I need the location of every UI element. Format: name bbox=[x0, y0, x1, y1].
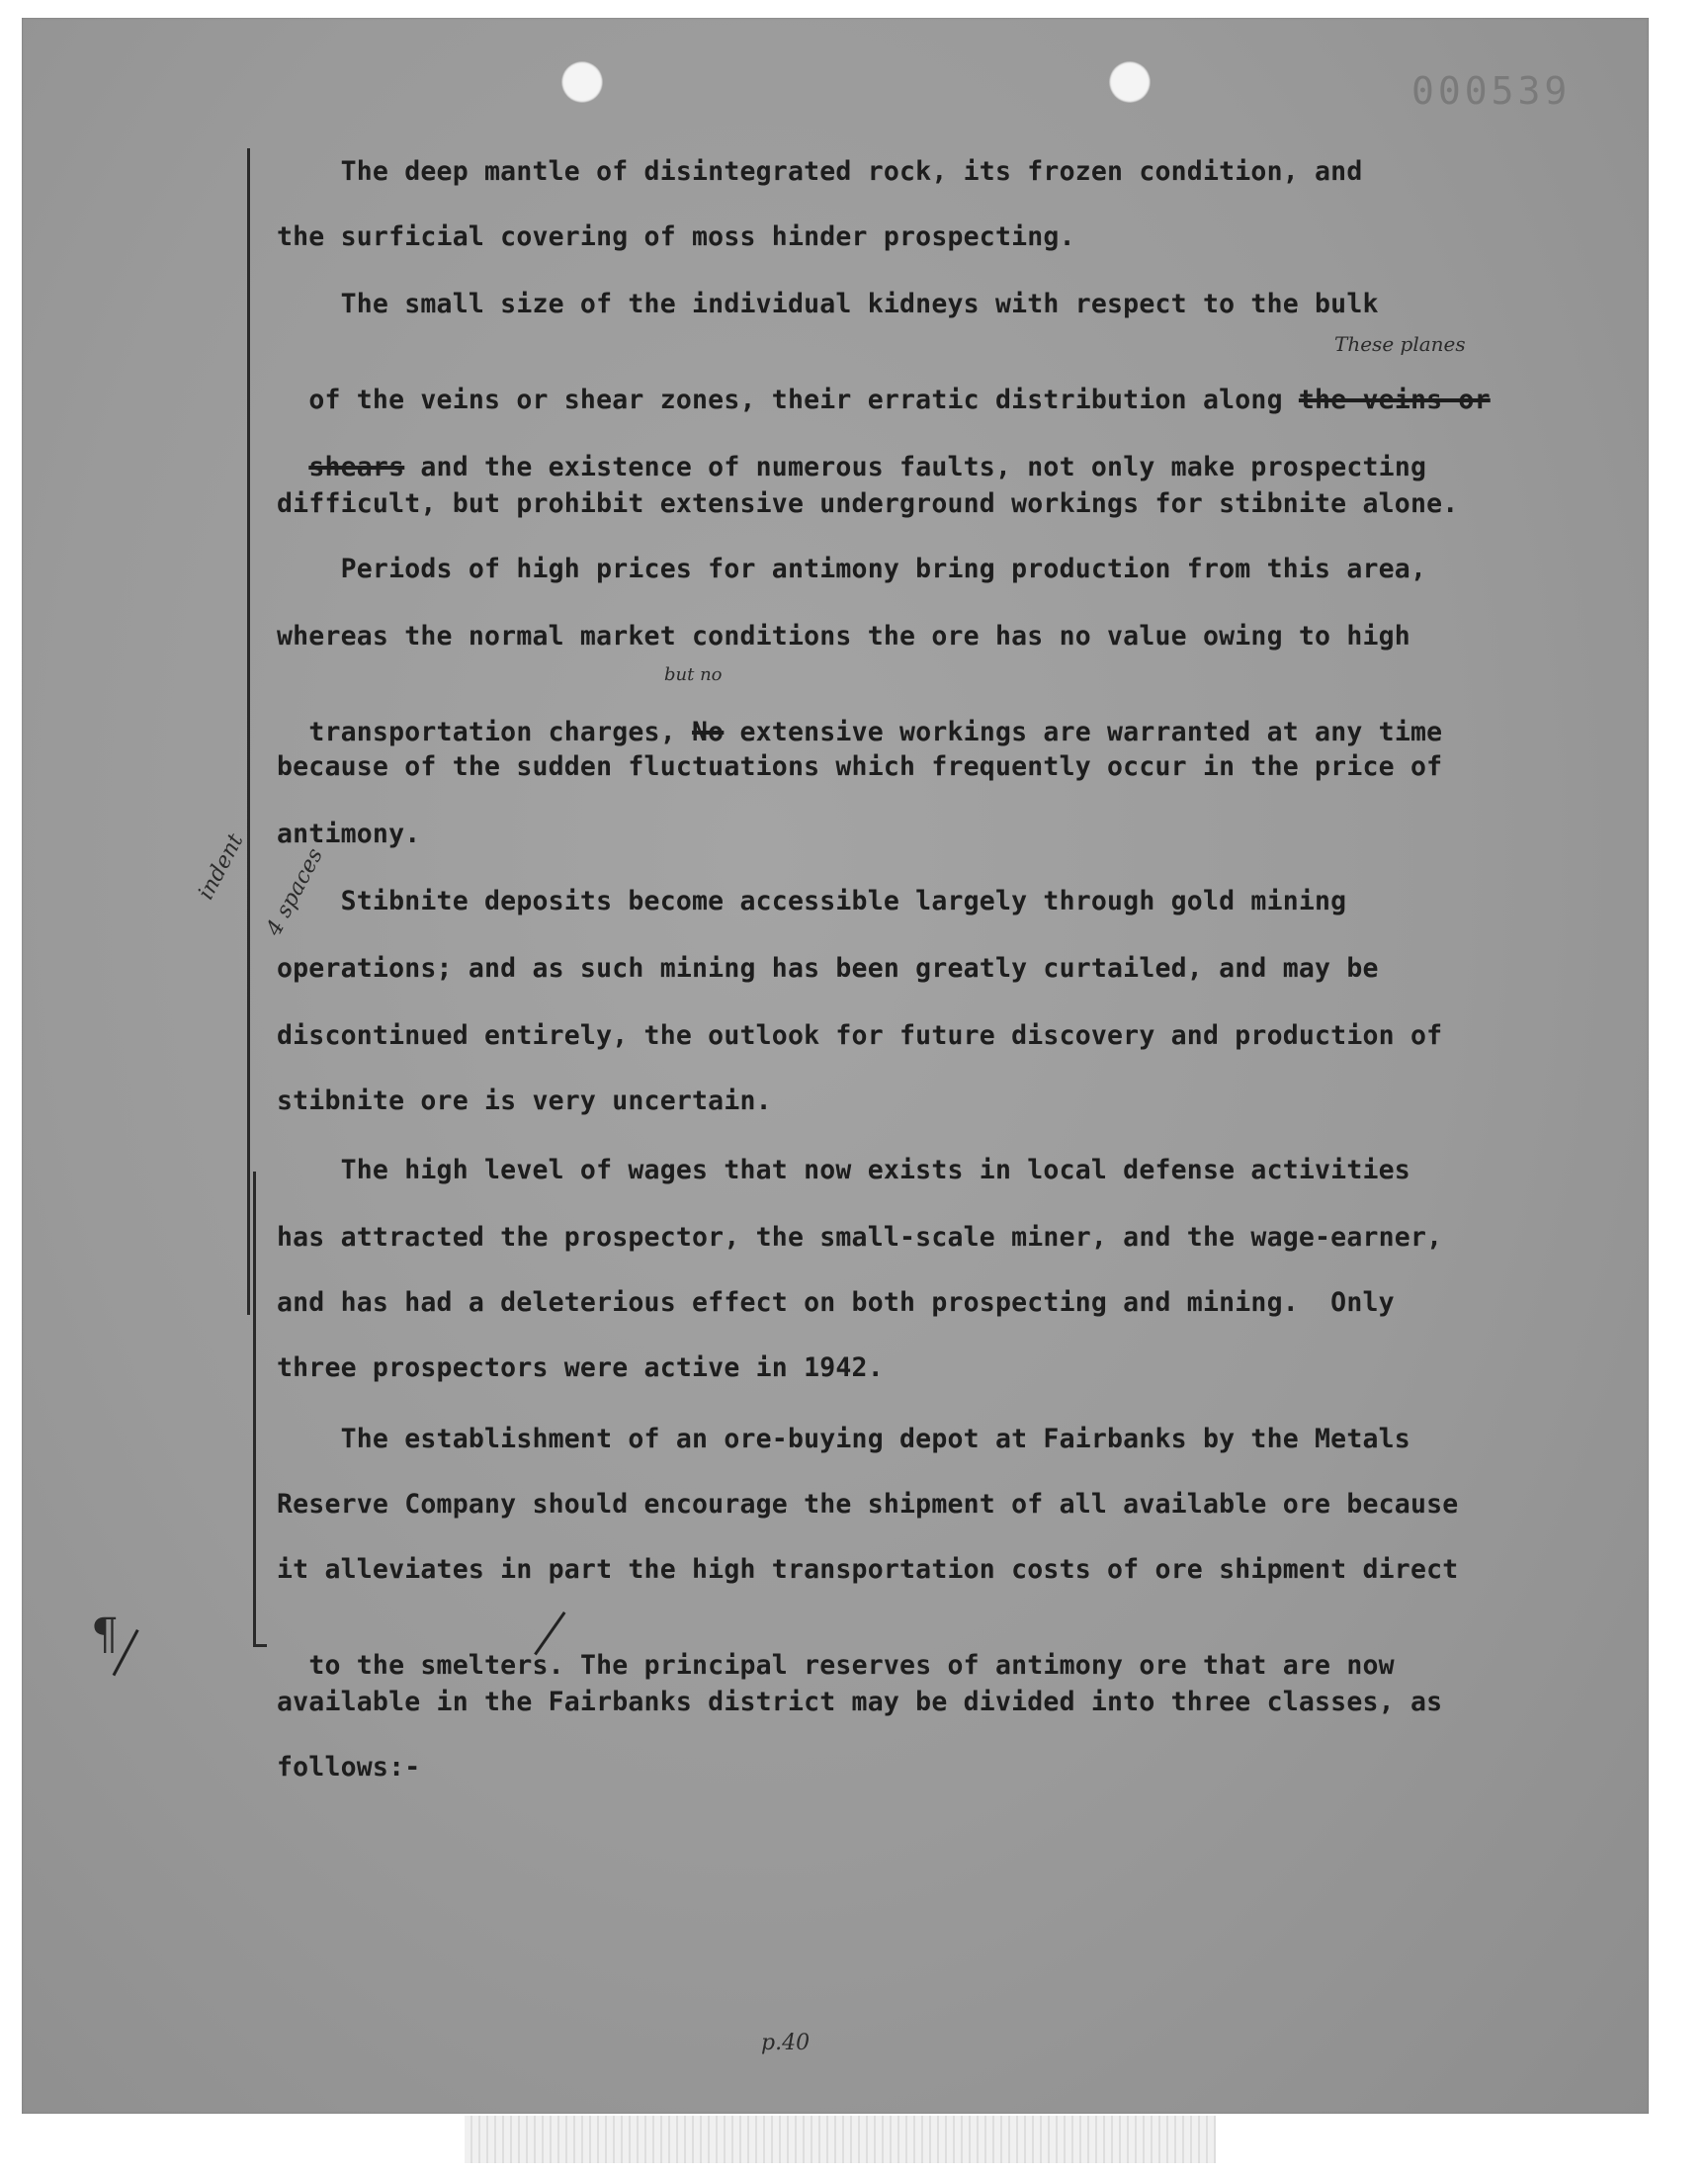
text-line: it alleviates in part the high transportation costs of ore shipment direct bbox=[277, 1554, 1459, 1585]
handwritten-margin-note-line: 4 spaces bbox=[261, 844, 328, 940]
struck-text: No bbox=[692, 717, 725, 747]
text-line: The establishment of an ore-buying depot at Fairbanks by the Metals bbox=[277, 1424, 1410, 1454]
handwritten-paragraph-mark: ¶ bbox=[91, 1610, 119, 1660]
handwritten-margin-note-line: indent bbox=[193, 829, 249, 905]
text-segment: extensive workings are warranted at any time bbox=[724, 717, 1443, 747]
text-line: discontinued entirely, the outlook for future discovery and production of bbox=[277, 1020, 1443, 1051]
text-segment: The principal reserves of antimony ore that are now bbox=[563, 1650, 1395, 1681]
margin-bracket-foot bbox=[253, 1644, 267, 1647]
text-segment: and the existence of numerous faults, not only make prospecting bbox=[404, 452, 1427, 482]
handwritten-insertion-these-planes: These planes bbox=[1334, 332, 1466, 356]
text-line: and has had a deleterious effect on both prospecting and mining. Only bbox=[277, 1287, 1395, 1318]
page-number: p.40 bbox=[761, 2031, 811, 2055]
struck-text: the veins or bbox=[1298, 385, 1491, 415]
text-line: stibnite ore is very uncertain. bbox=[277, 1086, 772, 1116]
text-segment: of the veins or shear zones, their erratic distribution along bbox=[308, 385, 1299, 415]
text-segment: transportation charges, bbox=[308, 717, 693, 747]
text-line bbox=[277, 421, 1426, 482]
text-line bbox=[277, 686, 1442, 747]
text-line: the surficial covering of moss hinder prospecting. bbox=[277, 221, 1075, 252]
document-stamp-number: 000539 bbox=[1411, 69, 1572, 113]
text-segment: to the smelters. bbox=[308, 1650, 564, 1681]
text-line: because of the sudden fluctuations which frequently occur in the price of bbox=[277, 751, 1443, 782]
text-line: three prospectors were active in 1942. bbox=[277, 1352, 884, 1383]
text-line: has attracted the prospector, the small-scale miner, and the wage-earner, bbox=[277, 1222, 1443, 1253]
text-line: The small size of the individual kidneys with respect to the bulk bbox=[277, 289, 1379, 319]
text-line bbox=[277, 354, 1491, 415]
punch-hole-left bbox=[561, 61, 603, 103]
text-line: difficult, but prohibit extensive underground workings for stibnite alone. bbox=[277, 488, 1459, 519]
text-line: whereas the normal market conditions the ore has no value owing to high bbox=[277, 621, 1410, 652]
handwritten-insertion-but-no: but no bbox=[664, 664, 723, 685]
text-line: available in the Fairbanks district may be divided into three classes, as bbox=[277, 1687, 1443, 1717]
punch-hole-right bbox=[1109, 61, 1151, 103]
margin-bracket-bottom bbox=[253, 1172, 256, 1646]
text-line: The high level of wages that now exists in local defense activities bbox=[277, 1155, 1410, 1185]
text-line: The deep mantle of disintegrated rock, its frozen condition, and bbox=[277, 156, 1363, 187]
struck-text: shears bbox=[308, 452, 405, 482]
text-line: Stibnite deposits become accessible largely through gold mining bbox=[277, 886, 1347, 916]
text-line bbox=[277, 1619, 1395, 1681]
text-line: Reserve Company should encourage the shipment of all available ore because bbox=[277, 1489, 1459, 1520]
scan-edge-strip bbox=[465, 2116, 1216, 2163]
margin-bracket-top bbox=[247, 148, 250, 1315]
text-line: operations; and as such mining has been greatly curtailed, and may be bbox=[277, 953, 1379, 984]
text-line: antimony. bbox=[277, 819, 421, 849]
text-line: follows:- bbox=[277, 1752, 421, 1783]
text-line: Periods of high prices for antimony bring production from this area, bbox=[277, 554, 1427, 584]
